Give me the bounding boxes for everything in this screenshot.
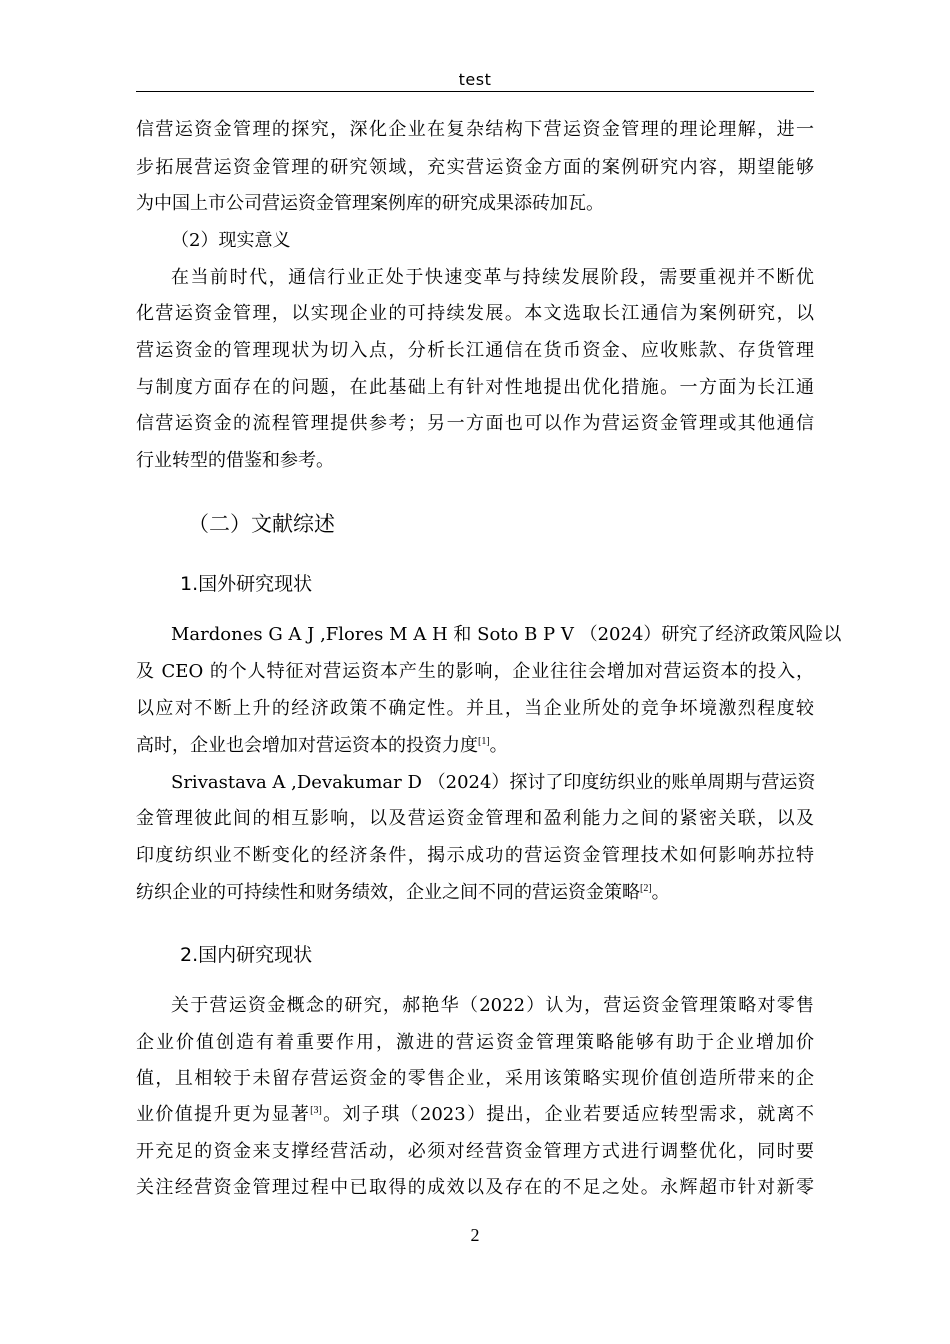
- paragraph-line: 信营运资金的流程管理提供参考；另一方面也可以作为营运资金管理或其他通信: [136, 413, 814, 434]
- header-text: test: [458, 70, 492, 89]
- paragraph-line: 值，且相较于未留存营运资金的零售企业，采用该策略实现价值创造所带来的企: [136, 1068, 814, 1089]
- paragraph-line: 印度纺织业不断变化的经济条件，揭示成功的营运资金管理技术如何影响苏拉特: [136, 845, 814, 866]
- subsection-heading: 1.国外研究现状: [180, 573, 313, 595]
- paragraph-line: 关注经营资金管理过程中已取得的成效以及存在的不足之处。永辉超市针对新零: [136, 1177, 814, 1198]
- paragraph-line: Srivastava A ,Devakumar D （2024）探讨了印度纺织业的账单周期与营运资: [171, 772, 816, 793]
- paragraph-line: 步拓展营运资金管理的研究领域，充实营运资金方面的案例研究内容，期望能够: [136, 157, 814, 178]
- citation-ref: [3]: [310, 1105, 322, 1116]
- paragraph-line: Mardones G A J ,Flores M A H 和 Soto B P V （2024）研究了经济政策风险以: [171, 624, 842, 645]
- paragraph-line: [136, 881, 814, 905]
- paragraph-line: 企业价值创造有着重要作用，激进的营运资金管理策略能够有助于企业增加价: [136, 1032, 814, 1053]
- citation-ref: [1]: [478, 736, 490, 747]
- paragraph-line: 在当前时代，通信行业正处于快速变革与持续发展阶段，需要重视并不断优: [171, 267, 814, 288]
- paragraph-line: [136, 1103, 814, 1127]
- paragraph-line: 行业转型的借鉴和参考。: [136, 450, 334, 471]
- line-text: 。刘子琪（2023）提出，企业若要适应转型需求，就离不: [321, 1104, 814, 1125]
- paragraph-line: 以应对不断上升的经济政策不确定性。并且，当企业所处的竞争坏境激烈程度较: [136, 698, 814, 719]
- paragraph-line: 化营运资金管理，以实现企业的可持续发展。本文选取长江通信为案例研究，以: [136, 303, 814, 324]
- citation-ref: [2]: [640, 883, 652, 894]
- paragraph-line: 信营运资金管理的探究，深化企业在复杂结构下营运资金管理的理论理解，进一: [136, 119, 814, 140]
- line-end: 。: [489, 735, 508, 756]
- paragraph-line: 与制度方面存在的问题，在此基础上有针对性地提出优化措施。一方面为长江通: [136, 377, 814, 398]
- paragraph-line: 为中国上市公司营运资金管理案例库的研究成果添砖加瓦。: [136, 193, 604, 214]
- line-end: 。: [651, 882, 670, 903]
- paragraph-line: 关于营运资金概念的研究，郝艳华（2022）认为，营运资金管理策略对零售: [171, 995, 814, 1016]
- paragraph-line: 营运资金的管理现状为切入点，分析长江通信在货币资金、应收账款、存货管理: [136, 340, 814, 361]
- paragraph-line: 开充足的资金来支撑经营活动，必须对经营资金管理方式进行调整优化，同时要: [136, 1141, 814, 1162]
- line-text: 业价值提升更为显著: [136, 1104, 311, 1125]
- paragraph-line: 金管理彼此间的相互影响，以及营运资金管理和盈利能力之间的紧密关联，以及: [136, 808, 814, 829]
- section-heading: （二）文献综述: [188, 512, 335, 536]
- paragraph-line: [136, 734, 814, 758]
- subsection-title: （2）现实意义: [171, 230, 291, 251]
- header-rule: [136, 91, 814, 92]
- subsection-heading: 2.国内研究现状: [180, 944, 313, 966]
- page-number: 2: [470, 1225, 480, 1245]
- paragraph-line: 及 CEO 的个人特征对营运资本产生的影响，企业往往会增加对营运资本的投入，: [136, 661, 814, 682]
- line-text: 高时，企业也会增加对营运资本的投资力度: [136, 735, 478, 756]
- line-text: 纺织企业的可持续性和财务绩效，企业之间不同的营运资金策略: [136, 882, 640, 903]
